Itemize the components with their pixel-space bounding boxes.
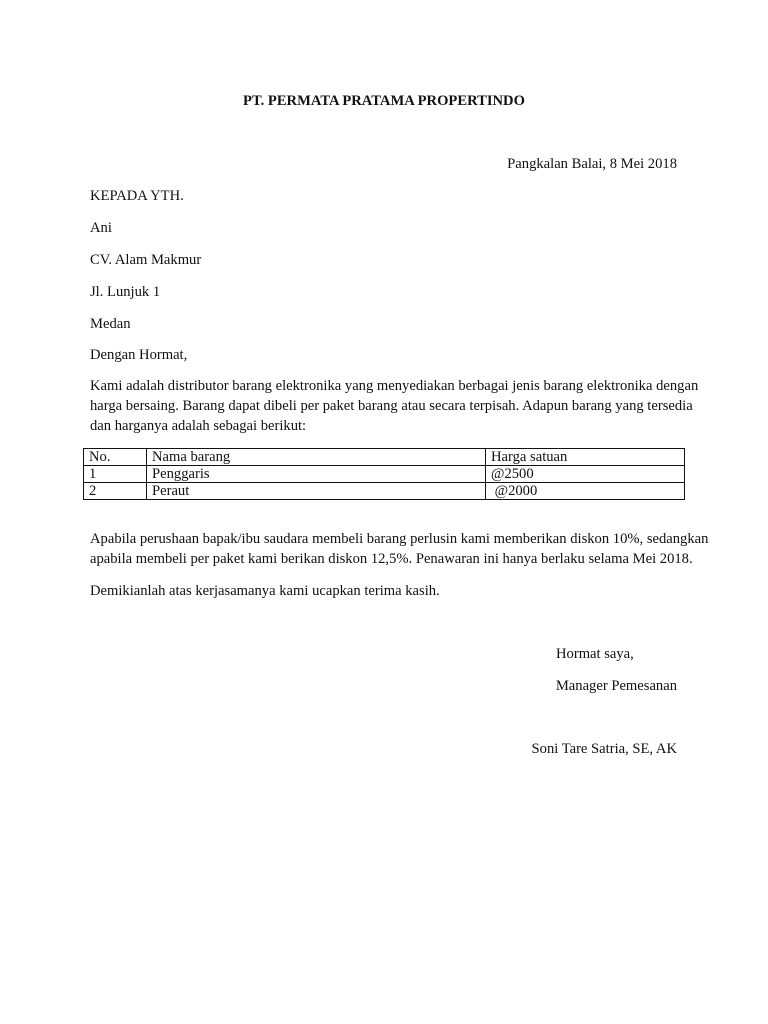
closing-remark: Demikianlah atas kerjasamanya kami ucapkan terima kasih. [90,583,440,599]
offer-line: apabila membeli per paket kami berikan diskon 12,5%. Penawaran ini hanya berlaku selama Mei 2018. [90,551,693,567]
header-no: No. [84,449,147,466]
table-header-row [84,449,685,466]
table-row [84,466,685,483]
greeting: Dengan Hormat, [90,347,188,363]
cell-item-name: Peraut [147,483,486,500]
place-date: Pangkalan Balai, 8 Mei 2018 [507,156,677,172]
recipient-company: CV. Alam Makmur [90,252,202,268]
cell-unit-price: @2500 [486,466,685,483]
intro-paragraph [90,376,699,436]
recipient-salutation: KEPADA YTH. [90,188,184,204]
cell-unit-price: @2000 [486,483,685,500]
signer-role: Manager Pemesanan [555,678,677,694]
offer-paragraph [90,529,709,569]
closing-remark-paragraph [90,581,690,601]
cell-no: 1 [84,466,147,483]
cell-no: 2 [84,483,147,500]
company-heading: PT. PERMATA PRATAMA PROPERTINDO [243,93,525,109]
recipient-name: Ani [90,220,112,236]
intro-line: dan harganya adalah sebagai berikut: [90,418,307,434]
intro-line: harga bersaing. Barang dapat dibeli per paket barang atau secara terpisah. Adapun barang yang tersedia [90,398,693,414]
recipient-city: Medan [90,316,131,332]
price-table [83,448,685,500]
intro-line: Kami adalah distributor barang elektronika yang menyediakan berbagai jenis barang elektronika dengan [90,378,699,394]
cell-item-name: Penggaris [147,466,486,483]
signer-name: Soni Tare Satria, SE, AK [531,741,677,757]
header-item-name: Nama barang [147,449,486,466]
table-row [84,483,685,500]
recipient-street: Jl. Lunjuk 1 [90,284,161,300]
offer-line: Apabila perushaan bapak/ibu saudara membeli barang perlusin kami memberikan diskon 10%, sedangkan [90,531,709,547]
header-unit-price: Harga satuan [486,449,685,466]
closing-salutation: Hormat saya, [556,646,634,662]
